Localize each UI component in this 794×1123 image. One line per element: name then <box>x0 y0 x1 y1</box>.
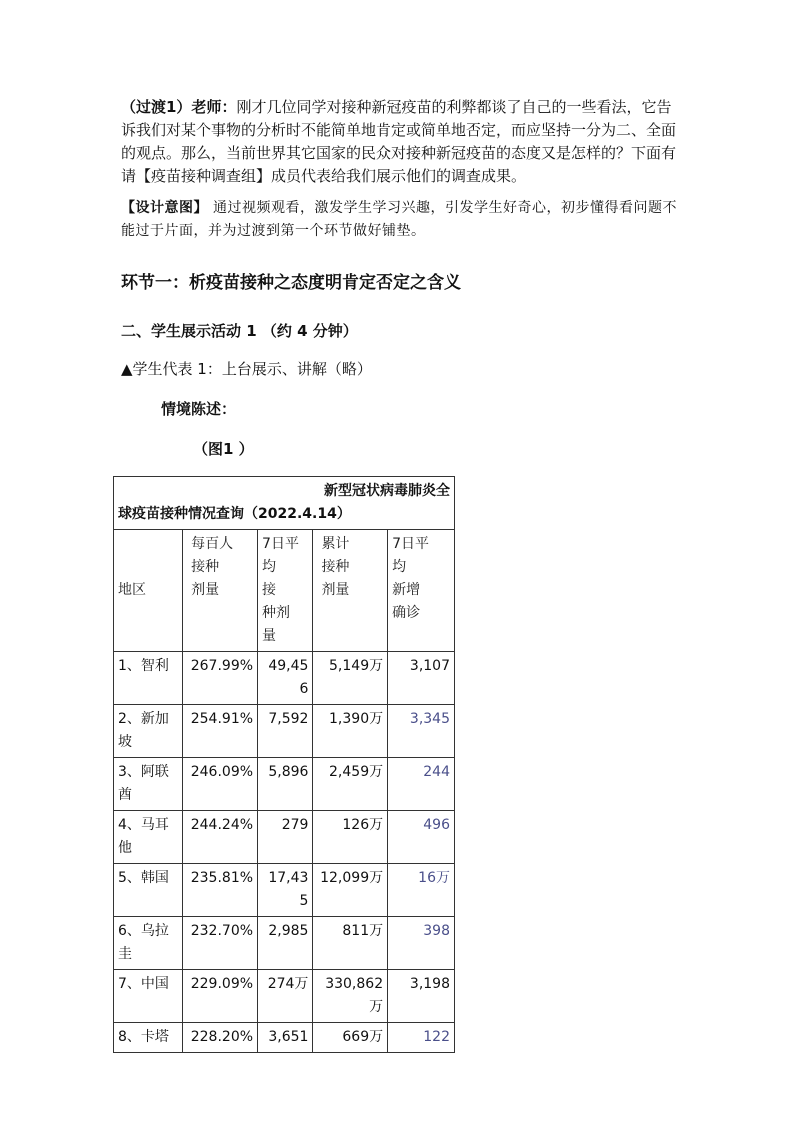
table-row <box>114 970 455 1023</box>
table-cell: 126万 <box>313 811 388 864</box>
table-cell: 5,149万 <box>313 652 388 705</box>
table-row <box>114 1023 455 1053</box>
table-row <box>114 864 455 917</box>
table-cell: 228.20% <box>183 1023 258 1053</box>
table-row <box>114 758 455 811</box>
table-cell: 244.24% <box>183 811 258 864</box>
table-row <box>114 917 455 970</box>
table-header-cell: 7日平 均 接 种剂 量 <box>258 530 313 652</box>
table-cell: 3,651 <box>258 1023 313 1053</box>
table-cell: 274万 <box>258 970 313 1023</box>
table-cell: 6、乌拉圭 <box>114 917 183 970</box>
table-header-cell: 每百人 接种 剂量 <box>183 530 258 652</box>
table-cell: 5、韩国 <box>114 864 183 917</box>
table-cell: 232.70% <box>183 917 258 970</box>
table-row <box>114 652 455 705</box>
table-cell: 17,435 <box>258 864 313 917</box>
table-row <box>114 705 455 758</box>
design-intent-text: 通过视频观看，激发学生学习兴趣，引发学生好奇心，初步懂得看问题不能过于片面，并为过渡到第一个环节做好铺垫。 <box>121 200 677 239</box>
table-cell: 235.81% <box>183 864 258 917</box>
table-cell: 244 <box>388 758 455 811</box>
table-cell: 1,390万 <box>313 705 388 758</box>
table-cell: 279 <box>258 811 313 864</box>
transition-lead: （过渡1）老师： <box>121 98 237 116</box>
table-cell: 7,592 <box>258 705 313 758</box>
design-intent-lead: 【设计意图】 <box>121 200 208 216</box>
table-row <box>114 811 455 864</box>
table-cell: 3,107 <box>388 652 455 705</box>
section-heading: 环节一：析疫苗接种之态度明肯定否定之含义 <box>121 273 461 293</box>
vaccination-table <box>113 476 455 1053</box>
table-cell: 811万 <box>313 917 388 970</box>
table-cell: 3,345 <box>388 705 455 758</box>
activity-heading: 二、学生展示活动 1 （约 4 分钟） <box>121 322 358 340</box>
table-cell: 330,862万 <box>313 970 388 1023</box>
table-cell: 246.09% <box>183 758 258 811</box>
table-cell: 5,896 <box>258 758 313 811</box>
table-cell: 1、智利 <box>114 652 183 705</box>
design-intent-paragraph <box>121 197 681 243</box>
table-cell: 2,459万 <box>313 758 388 811</box>
table-cell: 3,198 <box>388 970 455 1023</box>
table-cell: 669万 <box>313 1023 388 1053</box>
figure-label: （图1 ） <box>193 440 254 458</box>
table-cell: 2,985 <box>258 917 313 970</box>
transition-paragraph <box>121 96 681 188</box>
table-title-line2: 球疫苗接种情况查询（2022.4.14） <box>118 506 351 522</box>
scenario-label: 情境陈述： <box>161 400 237 418</box>
table-title-row <box>114 477 455 530</box>
table-cell: 229.09% <box>183 970 258 1023</box>
table-cell: 3、阿联酋 <box>114 758 183 811</box>
table-cell: 12,099万 <box>313 864 388 917</box>
table-body <box>114 652 455 1053</box>
table-cell: 7、中国 <box>114 970 183 1023</box>
table-cell: 254.91% <box>183 705 258 758</box>
table-cell: 49,456 <box>258 652 313 705</box>
table-cell: 4、马耳他 <box>114 811 183 864</box>
transition-text: 刚才几位同学对接种新冠疫苗的利弊都谈了自己的一些看法，它告诉我们对某个事物的分析时不能简单地肯定或简单地否定，而应坚持一分为二、全面的观点。那么，当前世界其它国家的民众对接种新冠疫苗的态度又是怎样的？下面有请【疫苗接种调查组】成员代表给我们展示他们的调查成果。 <box>121 98 677 185</box>
table-header-row <box>114 530 455 652</box>
table-header-cell: 累计 接种 剂量 <box>313 530 388 652</box>
table-cell: 122 <box>388 1023 455 1053</box>
student-line: ▲学生代表 1：上台展示、讲解（略） <box>121 360 372 378</box>
table-cell: 8、卡塔 <box>114 1023 183 1053</box>
table-cell: 16万 <box>388 864 455 917</box>
table-header-cell: 地区 <box>114 530 183 652</box>
table-header-cell: 7日平 均 新增 确诊 <box>388 530 455 652</box>
table-title-line1: 新型冠状病毒肺炎全 <box>324 483 450 499</box>
table-cell: 267.99% <box>183 652 258 705</box>
table-cell: 2、新加坡 <box>114 705 183 758</box>
table-cell: 398 <box>388 917 455 970</box>
table-cell: 496 <box>388 811 455 864</box>
